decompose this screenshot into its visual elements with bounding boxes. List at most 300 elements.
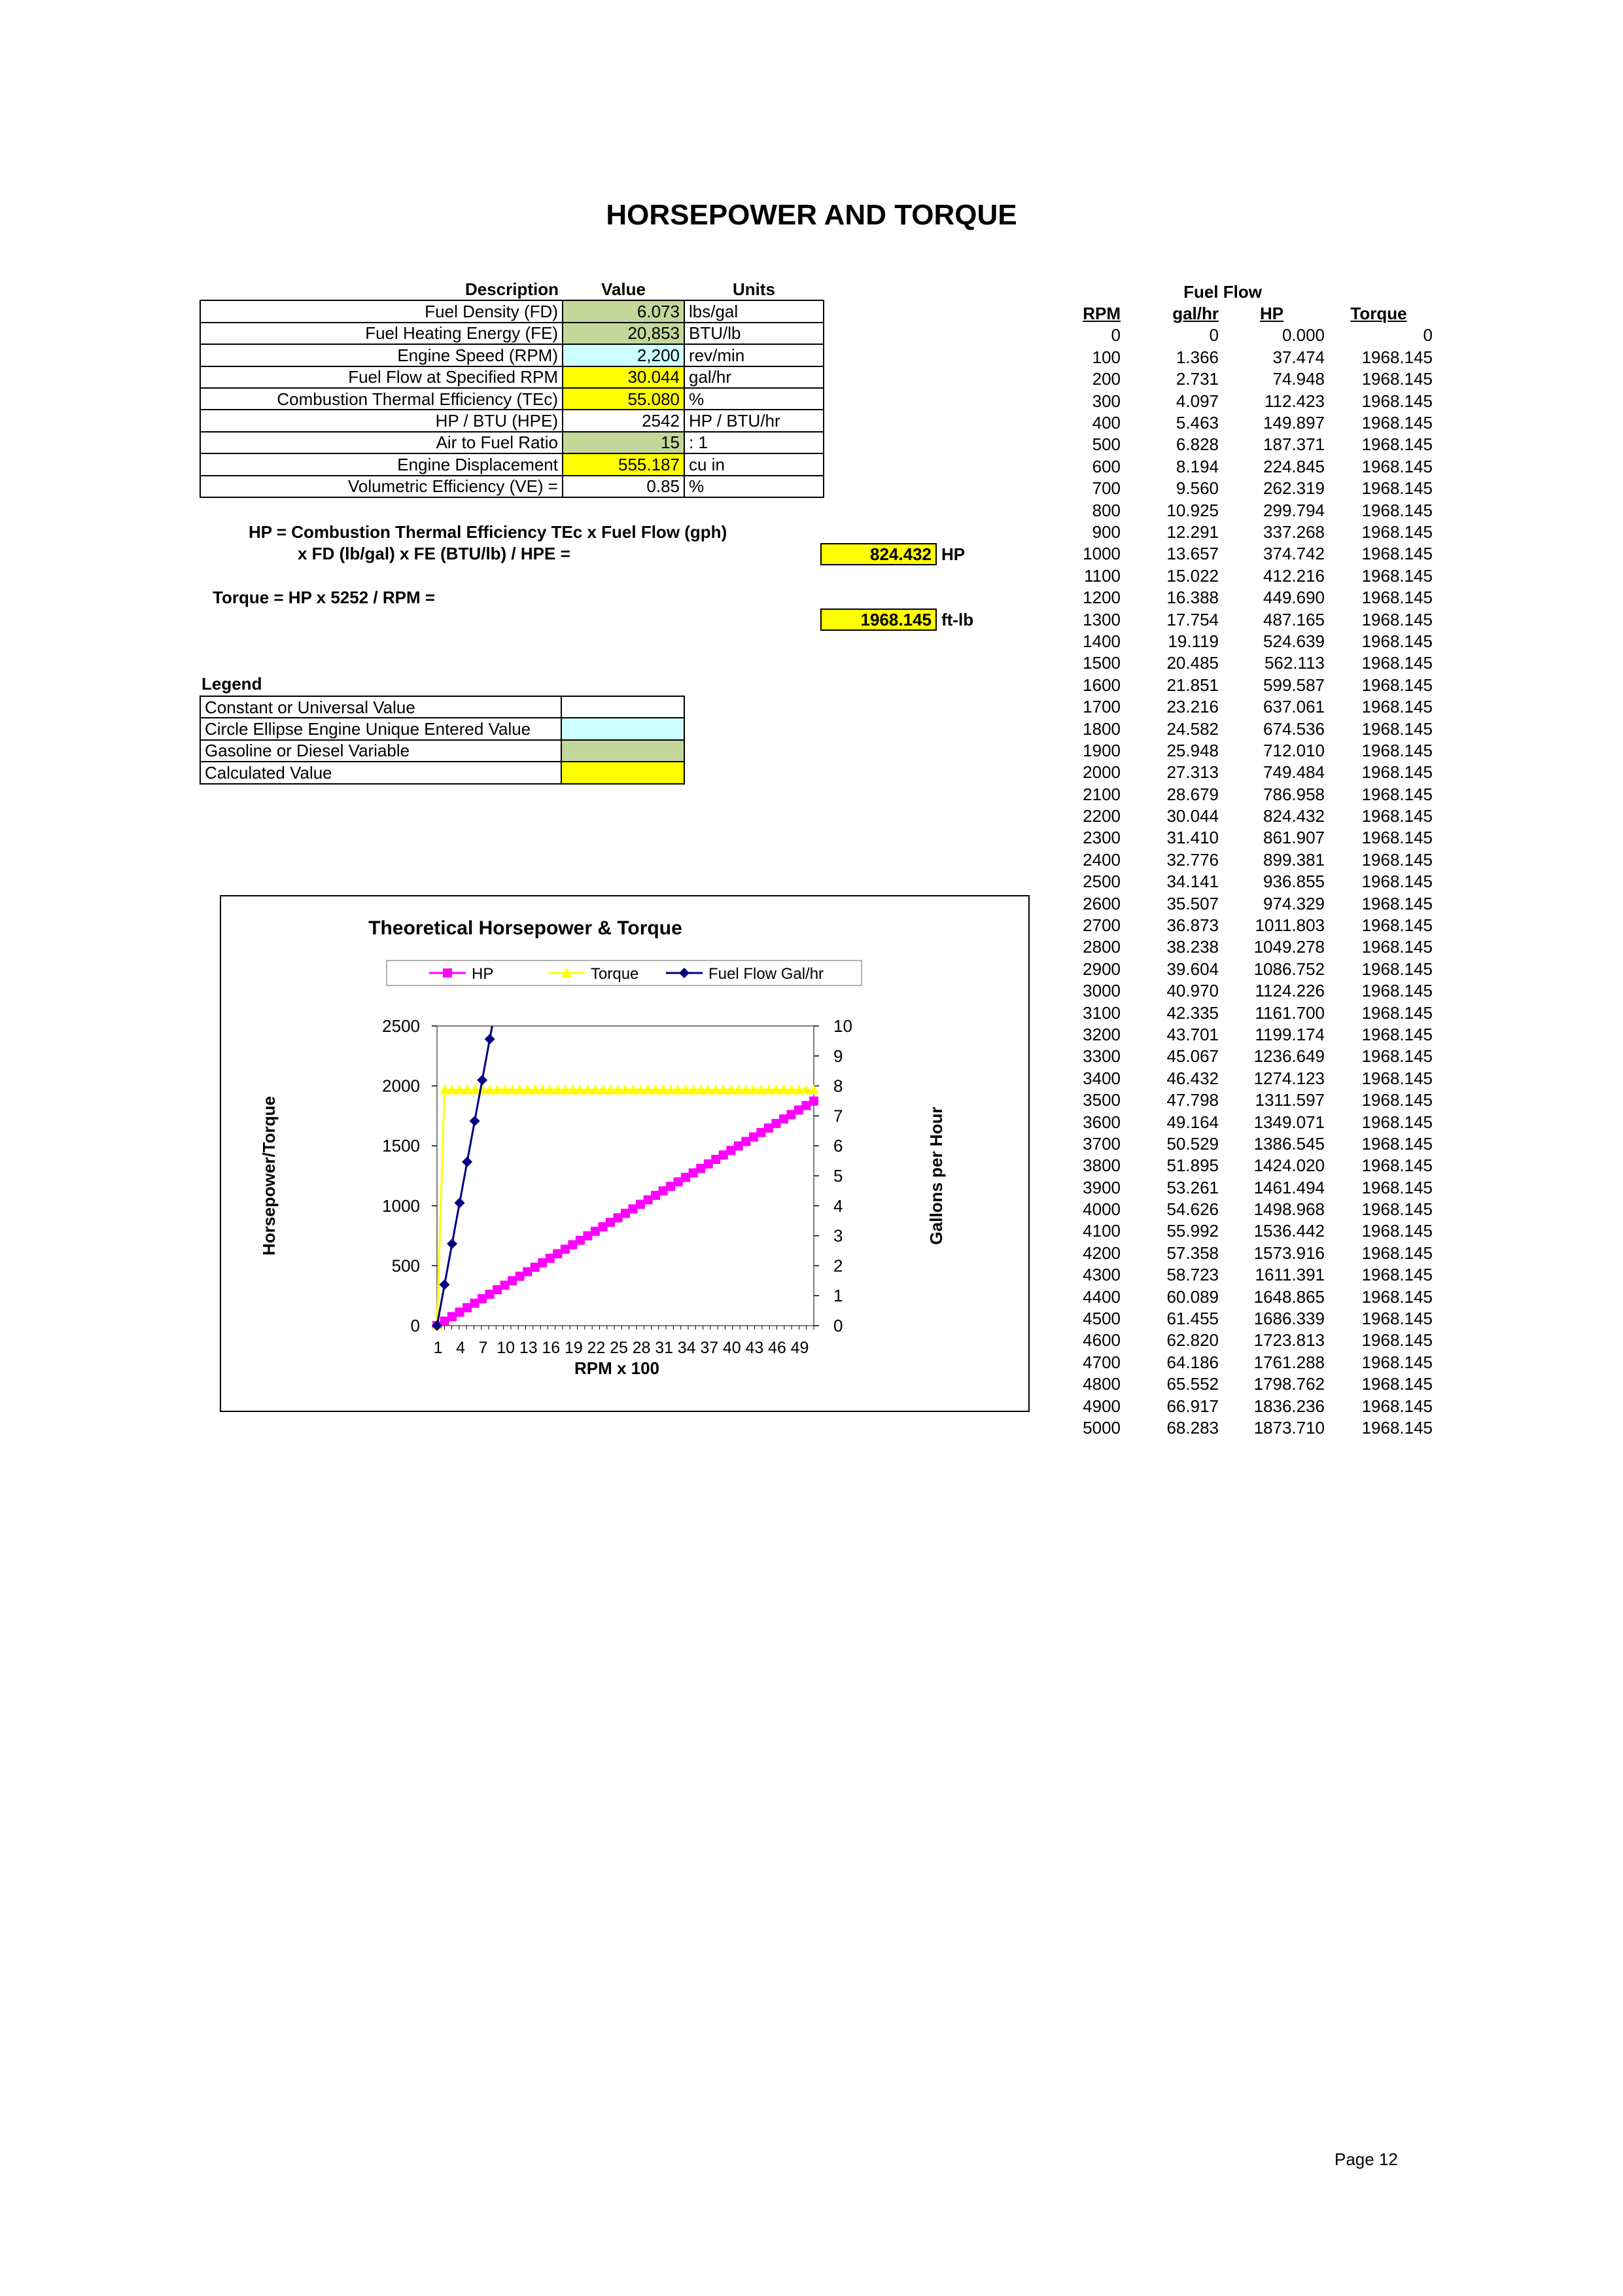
input-units: % — [684, 476, 824, 497]
torque-cell: 1968.145 — [1361, 565, 1433, 586]
y-axis-label: Horsepower/Torque — [259, 1096, 279, 1256]
input-description: Air to Fuel Ratio — [200, 432, 563, 453]
rpm-cell: 900 — [1092, 521, 1121, 542]
rpm-cell: 1900 — [1083, 740, 1121, 760]
hp-cell: 1611.391 — [1255, 1265, 1325, 1285]
rpm-cell: 3000 — [1083, 981, 1121, 1001]
input-row — [200, 432, 824, 453]
y2-tick-label: 7 — [833, 1106, 843, 1126]
hp-cell: 412.216 — [1263, 565, 1325, 586]
x-tick-label: 7 — [478, 1339, 488, 1357]
legend-swatch — [561, 740, 684, 762]
torque-cell: 1968.145 — [1361, 413, 1433, 433]
rpm-cell: 2100 — [1083, 784, 1121, 804]
rpm-cell: 100 — [1092, 347, 1121, 367]
rpm-cell: 300 — [1092, 391, 1121, 411]
x-tick-label: 10 — [497, 1339, 515, 1357]
input-description: Combustion Thermal Efficiency (TEc) — [200, 388, 563, 410]
rpm-row — [1060, 1046, 1433, 1067]
rpm-row — [1060, 914, 1433, 936]
gal-cell: 12.291 — [1166, 521, 1219, 542]
hp-cell: 1274.123 — [1253, 1068, 1325, 1088]
legend-entry-0: HP — [472, 965, 494, 983]
x-axis-label: RPM x 100 — [574, 1358, 660, 1378]
rpm-row — [1060, 805, 1433, 826]
torque-cell: 1968.145 — [1361, 1396, 1433, 1416]
torque-cell: 1968.145 — [1361, 1221, 1433, 1241]
rpm-row — [1060, 1023, 1433, 1045]
rpm-row — [1060, 1220, 1433, 1242]
gal-cell: 21.851 — [1166, 675, 1219, 695]
x-tick-label: 25 — [610, 1339, 628, 1357]
torque-cell: 1968.145 — [1361, 697, 1433, 717]
chart-frame — [220, 895, 1030, 1412]
hp-cell: 1086.752 — [1253, 959, 1325, 979]
rpm-row — [1060, 849, 1433, 870]
rpm-row — [1060, 521, 1433, 542]
rpm-row — [1060, 1330, 1433, 1351]
hp-cell: 0.000 — [1282, 325, 1325, 345]
hp-cell: 74.948 — [1272, 369, 1325, 389]
rpm-row — [1060, 390, 1433, 412]
y2-tick-label: 5 — [833, 1166, 843, 1186]
x-tick-label: 49 — [790, 1339, 809, 1357]
torque-result-unit: ft-lb — [941, 610, 974, 629]
legend-swatch — [561, 762, 684, 783]
torque-cell: 1968.145 — [1361, 1002, 1433, 1023]
rpm-cell: 3100 — [1083, 1002, 1121, 1023]
hp-cell: 1424.020 — [1253, 1156, 1325, 1176]
hp-cell: 37.474 — [1272, 347, 1325, 367]
rpm-cell: 3200 — [1083, 1024, 1121, 1044]
rpm-cell: 2300 — [1083, 828, 1121, 848]
legend-label: Constant or Universal Value — [200, 696, 561, 718]
rpm-row — [1060, 696, 1433, 717]
rpm-cell: 2200 — [1083, 806, 1121, 826]
y2-axis-label: Gallons per Hour — [926, 1106, 946, 1245]
rpm-cell: 1000 — [1083, 544, 1121, 564]
rpm-row — [1060, 368, 1433, 390]
rpm-cell: 2900 — [1083, 959, 1121, 979]
rpm-cell: 3500 — [1083, 1090, 1121, 1110]
input-value: 20,853 — [563, 323, 684, 344]
legend-entry-1: Torque — [591, 965, 639, 983]
gal-cell: 30.044 — [1166, 806, 1219, 826]
torque-cell: 1968.145 — [1361, 1177, 1433, 1197]
series-0-point — [809, 1097, 818, 1106]
hp-cell: 1498.968 — [1253, 1199, 1325, 1220]
gal-cell: 40.970 — [1166, 981, 1219, 1001]
legend-swatch — [561, 718, 684, 739]
rpm-cell: 1100 — [1084, 565, 1121, 586]
gal-cell: 35.507 — [1166, 893, 1219, 913]
torque-cell: 1968.145 — [1361, 718, 1433, 739]
rpm-cell: 3600 — [1083, 1112, 1121, 1132]
legend-row — [200, 696, 684, 718]
input-units: BTU/lb — [684, 323, 824, 344]
legend-row — [200, 718, 684, 739]
torque-cell: 1968.145 — [1361, 1133, 1433, 1154]
gal-cell: 9.560 — [1176, 478, 1219, 499]
torque-cell: 1968.145 — [1361, 347, 1433, 367]
rpm-row — [1060, 1133, 1433, 1154]
input-value: 6.073 — [563, 300, 684, 322]
header-torque: Torque — [1350, 304, 1407, 324]
x-tick-label: 22 — [587, 1339, 606, 1357]
rpm-row — [1060, 1242, 1433, 1263]
rpm-row — [1060, 1111, 1433, 1133]
torque-cell: 1968.145 — [1361, 675, 1433, 695]
torque-cell: 1968.145 — [1361, 1112, 1433, 1132]
hp-cell: 1536.442 — [1253, 1221, 1325, 1241]
legend-title: Legend — [201, 674, 262, 694]
hp-cell: 1124.226 — [1255, 981, 1325, 1001]
hp-cell: 974.329 — [1263, 893, 1325, 913]
fuel-flow-group-header: Fuel Flow — [1183, 281, 1262, 302]
y2-tick-label: 1 — [833, 1286, 843, 1306]
rpm-cell: 2600 — [1083, 893, 1121, 913]
rpm-cell: 1500 — [1083, 653, 1121, 673]
gal-cell: 42.335 — [1166, 1002, 1219, 1023]
x-tick-label: 43 — [745, 1339, 764, 1357]
rpm-cell: 700 — [1092, 478, 1121, 499]
y2-tick-label: 2 — [833, 1256, 843, 1276]
hp-cell: 449.690 — [1263, 588, 1325, 608]
hp-cell: 1573.916 — [1253, 1243, 1325, 1263]
input-row — [200, 388, 824, 410]
hp-cell: 1011.803 — [1255, 915, 1325, 936]
input-units: rev/min — [684, 344, 824, 366]
torque-cell: 1968.145 — [1361, 849, 1433, 870]
header-hp: HP — [1259, 304, 1284, 324]
legend-row — [200, 740, 684, 762]
rpm-row — [1060, 783, 1433, 805]
hp-cell: 1049.278 — [1253, 937, 1325, 957]
rpm-row — [1060, 739, 1433, 761]
inputs-table — [200, 279, 824, 498]
y2-tick-label: 10 — [833, 1016, 852, 1036]
gal-cell: 51.895 — [1166, 1156, 1219, 1176]
hp-torque-chart — [221, 896, 1031, 1413]
rpm-cell: 400 — [1092, 413, 1121, 433]
torque-cell: 1968.145 — [1361, 1243, 1433, 1263]
hp-cell: 1311.597 — [1255, 1090, 1325, 1110]
torque-cell: 1968.145 — [1361, 762, 1433, 783]
torque-cell: 1968.145 — [1361, 609, 1433, 629]
y-tick-label: 0 — [410, 1316, 420, 1335]
y-tick-label: 1500 — [382, 1136, 420, 1156]
rpm-row — [1060, 1373, 1433, 1395]
rpm-cell: 2700 — [1083, 915, 1121, 936]
input-row — [200, 453, 824, 475]
hp-cell: 1873.710 — [1253, 1418, 1325, 1438]
gal-cell: 68.283 — [1166, 1418, 1219, 1438]
rpm-row — [1060, 871, 1433, 892]
input-value: 555.187 — [563, 453, 684, 475]
input-description: Fuel Density (FD) — [200, 300, 563, 322]
rpm-row — [1060, 762, 1433, 783]
x-tick-label: 40 — [722, 1339, 741, 1357]
rpm-cell: 1300 — [1083, 609, 1121, 629]
gal-cell: 39.604 — [1166, 959, 1219, 979]
input-description: HP / BTU (HPE) — [200, 410, 563, 431]
input-description: Engine Displacement — [200, 453, 563, 475]
rpm-row — [1060, 1286, 1433, 1307]
rpm-cell: 5000 — [1083, 1418, 1121, 1438]
hp-cell: 524.639 — [1263, 631, 1325, 651]
hp-cell: 1686.339 — [1253, 1309, 1325, 1329]
gal-cell: 15.022 — [1166, 565, 1219, 586]
torque-cell: 1968.145 — [1361, 784, 1433, 804]
legend-label: Calculated Value — [200, 762, 561, 783]
input-row — [200, 410, 824, 431]
input-row — [200, 323, 824, 344]
rpm-row — [1060, 1351, 1433, 1373]
hp-cell: 337.268 — [1263, 521, 1325, 542]
rpm-row — [1060, 1067, 1433, 1089]
header-gal: gal/hr — [1172, 304, 1219, 324]
torque-cell: 1968.145 — [1361, 740, 1433, 760]
rpm-row — [1060, 478, 1433, 499]
input-description: Fuel Flow at Specified RPM — [200, 366, 563, 388]
hp-cell: 1199.174 — [1255, 1024, 1325, 1044]
rpm-cell: 4200 — [1083, 1243, 1121, 1263]
rpm-row — [1060, 565, 1433, 586]
torque-formula: Torque = HP x 5252 / RPM = — [213, 588, 436, 607]
gal-cell: 31.410 — [1166, 828, 1219, 848]
rpm-cell: 4600 — [1083, 1330, 1121, 1351]
rpm-cell: 4800 — [1083, 1374, 1121, 1394]
input-row — [200, 476, 824, 497]
input-value: 2,200 — [563, 344, 684, 366]
gal-cell: 2.731 — [1176, 369, 1219, 389]
hp-cell: 1836.236 — [1253, 1396, 1325, 1416]
rpm-cell: 600 — [1092, 456, 1121, 476]
torque-cell: 1968.145 — [1361, 1374, 1433, 1394]
gal-cell: 60.089 — [1166, 1286, 1219, 1307]
y-tick-label: 2500 — [382, 1016, 420, 1036]
inputs-header-row — [200, 279, 824, 300]
gal-cell: 50.529 — [1166, 1133, 1219, 1154]
torque-cell: 0 — [1423, 325, 1433, 345]
hp-cell: 899.381 — [1263, 849, 1325, 870]
hp-formula-line2: x FD (lb/gal) x FE (BTU/lb) / HPE = — [298, 544, 570, 563]
torque-cell: 1968.145 — [1361, 1046, 1433, 1067]
legend-swatch — [561, 696, 684, 718]
torque-cell: 1968.145 — [1361, 478, 1433, 499]
torque-cell: 1968.145 — [1361, 1418, 1433, 1438]
torque-cell: 1968.145 — [1361, 806, 1433, 826]
torque-cell: 1968.145 — [1361, 937, 1433, 957]
hp-cell: 637.061 — [1263, 697, 1325, 717]
x-tick-label: 46 — [768, 1339, 786, 1357]
torque-cell: 1968.145 — [1361, 1330, 1433, 1351]
rpm-row — [1060, 1176, 1433, 1198]
hp-cell: 487.165 — [1263, 609, 1325, 629]
gal-cell: 45.067 — [1166, 1046, 1219, 1067]
rpm-row — [1060, 936, 1433, 958]
torque-cell: 1968.145 — [1361, 631, 1433, 651]
torque-cell: 1968.145 — [1361, 1286, 1433, 1307]
rpm-row — [1060, 499, 1433, 521]
hp-cell: 749.484 — [1263, 762, 1325, 783]
gal-cell: 34.141 — [1166, 872, 1219, 892]
rpm-cell: 800 — [1092, 500, 1121, 520]
y2-tick-label: 9 — [833, 1046, 843, 1066]
legend-table — [200, 696, 685, 785]
input-description: Volumetric Efficiency (VE) = — [200, 476, 563, 497]
torque-cell: 1968.145 — [1361, 588, 1433, 608]
rpm-cell: 3300 — [1083, 1046, 1121, 1067]
hp-cell: 1349.071 — [1253, 1112, 1325, 1132]
rpm-cell: 4500 — [1083, 1309, 1121, 1329]
torque-cell: 1968.145 — [1361, 1199, 1433, 1220]
input-units: : 1 — [684, 432, 824, 453]
rpm-row — [1060, 718, 1433, 739]
gal-cell: 25.948 — [1166, 740, 1219, 760]
input-value: 30.044 — [563, 366, 684, 388]
rpm-row — [1060, 652, 1433, 674]
inputs-header-description: Description — [464, 279, 559, 300]
rpm-row — [1060, 412, 1433, 433]
rpm-row — [1060, 325, 1433, 346]
hp-formula-line1: HP = Combustion Thermal Efficiency TEc x Fuel Flow (gph) — [249, 522, 727, 542]
hp-cell: 1723.813 — [1253, 1330, 1325, 1351]
gal-cell: 27.313 — [1166, 762, 1219, 783]
torque-cell: 1968.145 — [1361, 1309, 1433, 1329]
gal-cell: 36.873 — [1166, 915, 1219, 936]
page-title: HORSEPOWER AND TORQUE — [606, 199, 1017, 231]
input-units: HP / BTU/hr — [684, 410, 824, 431]
input-row — [200, 300, 824, 322]
rpm-table-group-row — [1060, 281, 1433, 302]
rpm-data-table — [1060, 281, 1433, 1439]
hp-result-value: 824.432 — [820, 543, 937, 565]
torque-result-value: 1968.145 — [820, 609, 937, 631]
rpm-cell: 2400 — [1083, 849, 1121, 870]
gal-cell: 28.679 — [1166, 784, 1219, 804]
torque-cell: 1968.145 — [1361, 1156, 1433, 1176]
rpm-cell: 3400 — [1083, 1068, 1121, 1088]
rpm-row — [1060, 1198, 1433, 1220]
y2-tick-label: 6 — [833, 1136, 843, 1156]
gal-cell: 66.917 — [1166, 1396, 1219, 1416]
hp-cell: 112.423 — [1264, 391, 1325, 411]
rpm-cell: 4700 — [1083, 1352, 1121, 1372]
legend-entry-2: Fuel Flow Gal/hr — [708, 965, 824, 983]
torque-cell: 1968.145 — [1361, 391, 1433, 411]
input-row — [200, 366, 824, 388]
rpm-cell: 4300 — [1083, 1265, 1121, 1285]
rpm-row — [1060, 892, 1433, 914]
y2-tick-label: 8 — [833, 1076, 843, 1096]
hp-result-unit: HP — [941, 544, 966, 564]
hp-cell: 562.113 — [1264, 653, 1325, 673]
y2-tick-label: 0 — [833, 1316, 843, 1335]
input-value: 55.080 — [563, 388, 684, 410]
hp-cell: 1761.288 — [1253, 1352, 1325, 1372]
torque-cell: 1968.145 — [1361, 500, 1433, 520]
gal-cell: 65.552 — [1166, 1374, 1219, 1394]
gal-cell: 19.119 — [1168, 631, 1219, 651]
gal-cell: 47.798 — [1166, 1090, 1219, 1110]
torque-cell: 1968.145 — [1361, 872, 1433, 892]
gal-cell: 24.582 — [1166, 718, 1219, 739]
torque-cell: 1968.145 — [1361, 653, 1433, 673]
gal-cell: 62.820 — [1166, 1330, 1219, 1351]
rpm-cell: 1400 — [1083, 631, 1121, 651]
input-row — [200, 344, 824, 366]
x-tick-label: 16 — [542, 1339, 561, 1357]
rpm-cell: 4100 — [1083, 1221, 1121, 1241]
torque-cell: 1968.145 — [1361, 828, 1433, 848]
torque-cell: 1968.145 — [1361, 1024, 1433, 1044]
torque-cell: 1968.145 — [1361, 456, 1433, 476]
inputs-header-value: Value — [601, 279, 646, 300]
torque-cell: 1968.145 — [1361, 1068, 1433, 1088]
rpm-row — [1060, 1395, 1433, 1417]
gal-cell: 10.925 — [1166, 500, 1219, 520]
gal-cell: 23.216 — [1166, 697, 1219, 717]
hp-cell: 1236.649 — [1253, 1046, 1325, 1067]
torque-cell: 1968.145 — [1361, 369, 1433, 389]
page-number: Page 12 — [1335, 2149, 1398, 2169]
hp-cell: 1798.762 — [1253, 1374, 1325, 1394]
hp-cell: 224.845 — [1263, 456, 1325, 476]
torque-cell: 1968.145 — [1361, 1352, 1433, 1372]
rpm-cell: 3700 — [1083, 1133, 1121, 1154]
hp-cell: 599.587 — [1263, 675, 1325, 695]
hp-cell: 712.010 — [1263, 740, 1325, 760]
hp-cell: 1461.494 — [1253, 1177, 1325, 1197]
x-tick-label: 34 — [677, 1339, 696, 1357]
input-units: lbs/gal — [684, 300, 824, 322]
rpm-row — [1060, 1264, 1433, 1286]
y-tick-label: 500 — [391, 1256, 420, 1276]
gal-cell: 49.164 — [1166, 1112, 1219, 1132]
legend-label: Circle Ellipse Engine Unique Entered Value — [200, 718, 561, 739]
gal-cell: 16.388 — [1166, 588, 1219, 608]
rpm-row — [1060, 346, 1433, 368]
rpm-row — [1060, 1417, 1433, 1438]
hp-cell: 824.432 — [1263, 806, 1325, 826]
rpm-row — [1060, 630, 1433, 652]
rpm-cell: 3800 — [1083, 1156, 1121, 1176]
rpm-row — [1060, 958, 1433, 980]
rpm-row — [1060, 1089, 1433, 1110]
y-tick-label: 1000 — [382, 1195, 420, 1216]
y-tick-label: 2000 — [382, 1076, 420, 1096]
rpm-cell: 3900 — [1083, 1177, 1121, 1197]
gal-cell: 64.186 — [1166, 1352, 1219, 1372]
torque-cell: 1968.145 — [1361, 521, 1433, 542]
hp-cell: 374.742 — [1263, 544, 1325, 564]
hp-cell: 674.536 — [1263, 718, 1325, 739]
rpm-row — [1060, 1155, 1433, 1176]
torque-cell: 1968.145 — [1361, 1265, 1433, 1285]
gal-cell: 4.097 — [1176, 391, 1219, 411]
gal-cell: 53.261 — [1166, 1177, 1219, 1197]
rpm-cell: 200 — [1092, 369, 1121, 389]
rpm-cell: 500 — [1092, 434, 1121, 455]
rpm-cell: 4000 — [1083, 1199, 1121, 1220]
legend-row — [200, 762, 684, 783]
torque-cell: 1968.145 — [1361, 915, 1433, 936]
rpm-cell: 1200 — [1083, 588, 1121, 608]
x-tick-label: 4 — [456, 1339, 466, 1357]
gal-cell: 55.992 — [1166, 1221, 1219, 1241]
hp-cell: 1648.865 — [1253, 1286, 1325, 1307]
